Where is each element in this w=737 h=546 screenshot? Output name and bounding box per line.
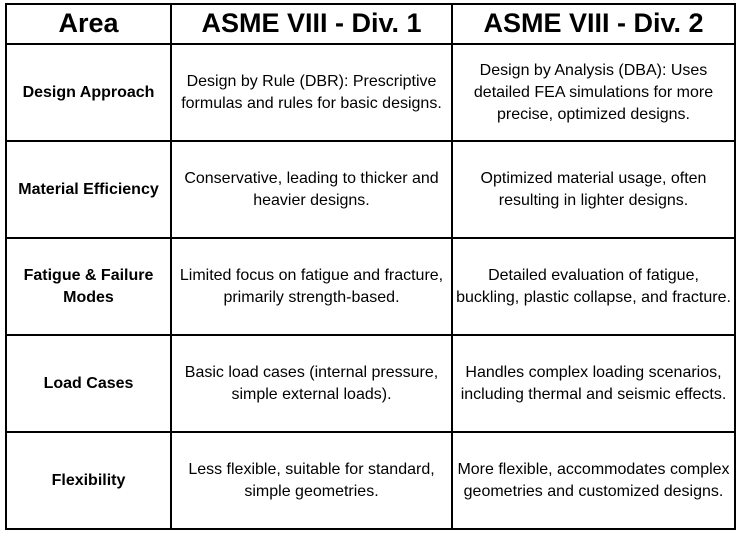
div2-cell: Design by Analysis (DBA): Uses detailed FEA simulations for more precise, optimized designs.: [452, 44, 735, 141]
div2-cell: Handles complex loading scenarios, including thermal and seismic effects.: [452, 335, 735, 432]
table-row: [6, 141, 735, 238]
table-row: [6, 44, 735, 141]
comparison-table: [5, 3, 736, 530]
area-cell: Fatigue & Failure Modes: [6, 238, 171, 335]
header-div1: ASME VIII - Div. 1: [171, 4, 452, 44]
header-div2: ASME VIII - Div. 2: [452, 4, 735, 44]
area-cell: Load Cases: [6, 335, 171, 432]
table-row: [6, 335, 735, 432]
div1-cell: Conservative, leading to thicker and heavier designs.: [171, 141, 452, 238]
area-cell: Design Approach: [6, 44, 171, 141]
div2-cell: Detailed evaluation of fatigue, buckling, plastic collapse, and fracture.: [452, 238, 735, 335]
header-row: [6, 4, 735, 44]
div1-cell: Limited focus on fatigue and fracture, primarily strength-based.: [171, 238, 452, 335]
div1-cell: Basic load cases (internal pressure, simple external loads).: [171, 335, 452, 432]
table-row: [6, 238, 735, 335]
table-row: [6, 432, 735, 529]
div2-cell: More flexible, accommodates complex geometries and customized designs.: [452, 432, 735, 529]
div2-cell: Optimized material usage, often resulting in lighter designs.: [452, 141, 735, 238]
area-cell: Flexibility: [6, 432, 171, 529]
area-cell: Material Efficiency: [6, 141, 171, 238]
div1-cell: Less flexible, suitable for standard, simple geometries.: [171, 432, 452, 529]
header-area: Area: [6, 4, 171, 44]
div1-cell: Design by Rule (DBR): Prescriptive formulas and rules for basic designs.: [171, 44, 452, 141]
